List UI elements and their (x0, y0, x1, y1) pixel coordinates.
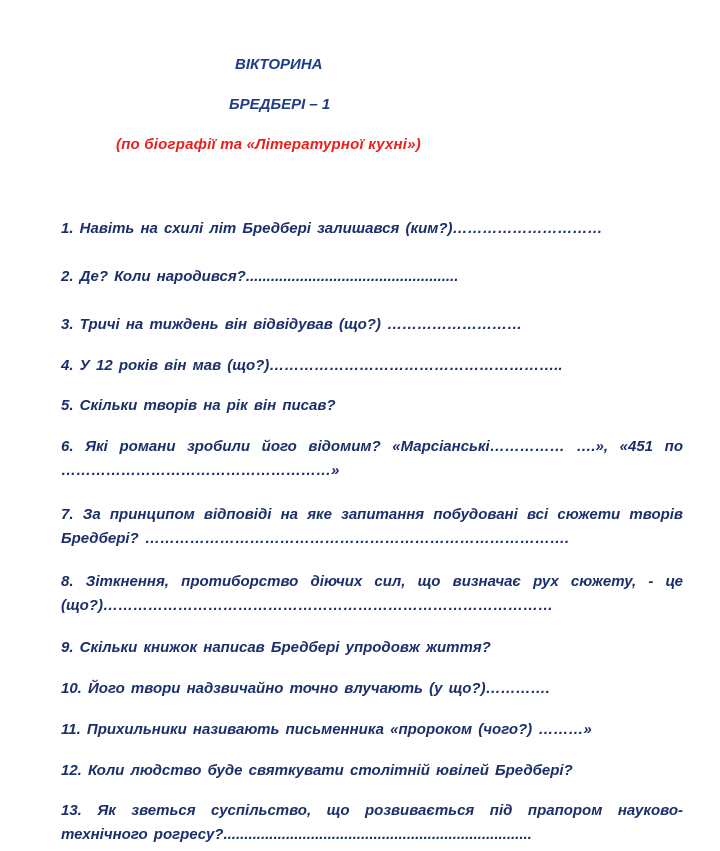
question-12: 12. Коли людство буде святкувати столітній ювілей Бредбері? (61, 762, 573, 779)
question-3: 3. Тричі на тиждень він відвідував (що?) ……………………… (61, 316, 523, 333)
question-4: 4. У 12 років він мав (що?)………………………………………………….. (61, 357, 563, 374)
question-9: 9. Скільки книжок написав Бредбері упродовж життя? (61, 639, 491, 656)
quiz-subtitle-author: БРЕДБЕРІ – 1 (229, 96, 331, 113)
question-6: 6. Які романи зробили його відомим? «Марсіанські…………… ….», «451 по ………………………………………………» (61, 438, 683, 479)
quiz-source-note: (по біографії та «Літературної кухні») (116, 136, 421, 153)
question-10: 10. Його твори надзвичайно точно влучають (у що?)…………. (61, 680, 550, 697)
question-2: 2. Де? Коли народився?................................................... (61, 268, 459, 285)
quiz-title: ВІКТОРИНА (235, 56, 323, 73)
question-11: 11. Прихильники називають письменника «пророком (чого?) ………» (61, 721, 592, 738)
question-7: 7. За принципом відповіді на яке запитання побудовані всі сюжети творів Бредбері? …………………………………………………………………………. (61, 506, 683, 547)
question-1: 1. Навіть на схилі літ Бредбері залишався (ким?)………………………… (61, 220, 603, 237)
question-5: 5. Скільки творів на рік він писав? (61, 397, 336, 414)
question-8: 8. Зіткнення, протиборство діючих сил, що визначає рух сюжету, - це (що?)……………………………………………………………………………… (61, 573, 683, 614)
question-13: 13. Як зветься суспільство, що розвивається під прапором науково-технічного рогресу?.......................................................................... (61, 802, 683, 843)
